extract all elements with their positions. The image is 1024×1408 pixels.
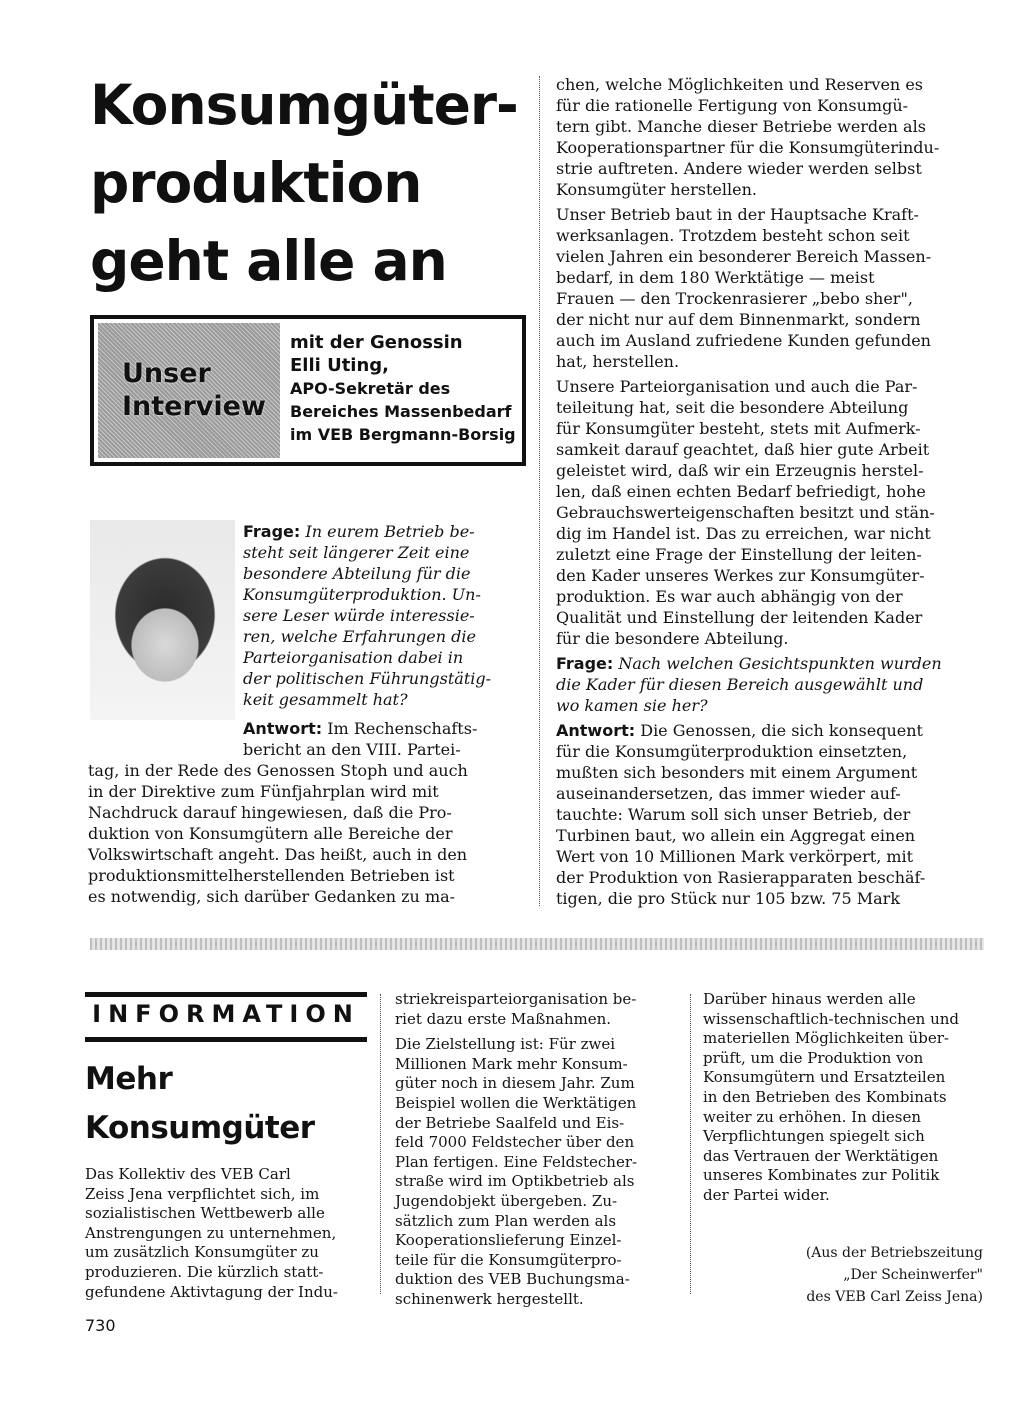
- text-line: Zeiss Jena verpflichtet sich, im: [85, 1184, 320, 1203]
- answer-text: der Produktion von Rasierapparaten beschäf-: [556, 868, 926, 887]
- answer-text: tauchte: Warum soll sich unser Betrieb, der: [556, 805, 911, 824]
- headline-line: geht alle an: [90, 229, 447, 293]
- right-column: [556, 74, 990, 909]
- text-line: teileitung hat, seit die besondere Abteilung: [556, 398, 909, 417]
- portrait-photo: [90, 520, 235, 720]
- text-line: werksanlagen. Trotzdem besteht schon seit: [556, 226, 910, 245]
- text-line: Verpflichtungen spiegelt sich: [703, 1127, 925, 1146]
- text-line: hat, herstellen.: [556, 352, 680, 371]
- text-line: duktion des VEB Buchungsma-: [395, 1270, 630, 1289]
- article-headline: [90, 66, 530, 300]
- answer-text: tag, in der Rede des Genossen Stoph und auch: [88, 761, 468, 780]
- answer-2: [556, 720, 990, 909]
- answer-text: tigen, die pro Stück nur 105 bzw. 75 Mark: [556, 889, 901, 908]
- text-line: sozialistischen Wettbewerb alle: [85, 1204, 325, 1223]
- text-line: Darüber hinaus werden alle: [703, 990, 916, 1008]
- text-line: vielen Jahren ein besonderer Bereich Massen-: [556, 247, 932, 266]
- text-line: für Konsumgüter besteht, stets mit Aufmerk-: [556, 419, 921, 438]
- answer-text: Wert von 10 Millionen Mark verkörpert, mit: [556, 847, 914, 866]
- text-line: samkeit darauf geachtet, daß hier gute Arbeit: [556, 440, 930, 459]
- text-line: weiter zu erhöhen. In diesen: [703, 1107, 922, 1126]
- text-line: teile für die Konsumgüterpro-: [395, 1250, 622, 1269]
- question-text: sere Leser würde interessie-: [243, 606, 475, 625]
- interview-label-line: Interview: [122, 391, 266, 422]
- source-note: [703, 1242, 983, 1308]
- text-line: chen, welche Möglichkeiten und Reserven es: [556, 75, 923, 94]
- question-text: In eurem Betrieb be-: [305, 522, 475, 541]
- source-line: (Aus der Betriebszeitung: [805, 1245, 983, 1261]
- text-line: Unser Betrieb baut in der Hauptsache Kraft-: [556, 205, 919, 224]
- text-line: der nicht nur auf dem Binnenmarkt, sondern: [556, 310, 921, 329]
- info-column-1: [85, 1165, 367, 1302]
- answer-1-continued: [88, 760, 523, 907]
- answer-text: Im Rechenschafts-: [327, 719, 478, 738]
- answer-text: Turbinen baut, wo allein ein Aggregat einen: [556, 826, 916, 845]
- text-line: schinenwerk hergestellt.: [395, 1289, 584, 1308]
- antwort-label: Antwort:: [556, 721, 636, 740]
- answer-text: es notwendig, sich darüber Gedanken zu ma-: [88, 887, 456, 906]
- frage-label: Frage:: [556, 654, 614, 673]
- section-divider: [90, 938, 984, 950]
- answer-text: auseinandersetzen, das immer wieder auf-: [556, 784, 901, 803]
- answer-text: Volkswirtschaft angeht. Das heißt, auch in den: [88, 845, 468, 864]
- text-line: zuletzt eine Frage der Einstellung der leiten-: [556, 545, 922, 564]
- text-line: Plan fertigen. Eine Feldstecher-: [395, 1152, 638, 1171]
- text-line: Das Kollektiv des VEB Carl: [85, 1165, 291, 1183]
- source-line: des VEB Carl Zeiss Jena): [806, 1289, 983, 1305]
- answer-text: Nachdruck darauf hingewiesen, daß die Pro-: [88, 803, 452, 822]
- text-line: produktion. Es war auch abhängig von der: [556, 587, 903, 606]
- question-1: [243, 521, 523, 710]
- text-line: Kooperationslieferung Einzel-: [395, 1231, 622, 1250]
- subject-line: APO-Sekretär des: [290, 379, 451, 398]
- source-line: „Der Scheinwerfer": [843, 1267, 983, 1283]
- question-text: wo kamen sie her?: [556, 696, 708, 715]
- question-text: keit gesammelt hat?: [243, 690, 408, 709]
- text-line: bedarf, in dem 180 Werktätige — meist: [556, 268, 875, 287]
- subject-line: Elli Uting,: [290, 355, 389, 376]
- text-line: Beispiel wollen die Werktätigen: [395, 1093, 637, 1112]
- interview-label-line: Unser: [122, 358, 211, 389]
- text-line: unseres Kombinates zur Politik: [703, 1166, 940, 1185]
- text-line: das Vertrauen der Werktätigen: [703, 1146, 939, 1165]
- text-line: um zusätzlich Konsumgüter zu: [85, 1243, 319, 1262]
- info-column-2: [395, 990, 677, 1310]
- text-line: Die Zielstellung ist: Für zwei: [395, 1035, 616, 1054]
- text-line: Unsere Parteiorganisation und auch die Par-: [556, 377, 918, 396]
- headline-line: Mehr: [85, 1061, 173, 1097]
- text-line: geleistet wird, daß wir ein Erzeugnis herstel-: [556, 461, 924, 480]
- text-line: Qualität und Einstellung der leitenden Kader: [556, 608, 923, 627]
- text-line: riet dazu erste Maßnahmen.: [395, 1009, 612, 1028]
- answer-text: für die Konsumgüterproduktion einsetzten,: [556, 742, 908, 761]
- frage-label: Frage:: [243, 522, 301, 541]
- answer-1-start: [243, 718, 523, 760]
- text-line: sätzlich zum Plan werden als: [395, 1211, 617, 1230]
- text-line: tern gibt. Manche dieser Betriebe werden als: [556, 117, 926, 136]
- text-line: güter noch in diesem Jahr. Zum: [395, 1074, 635, 1093]
- text-line: Anstrengungen zu unternehmen,: [85, 1223, 337, 1242]
- interview-label-panel: [98, 323, 280, 458]
- text-line: auch im Ausland zufriedene Kunden gefunden: [556, 331, 931, 350]
- column-rule: [380, 994, 381, 1294]
- text-line: strie auftreten. Andere wieder werden selbst: [556, 159, 922, 178]
- text-line: wissenschaftlich-technischen und: [703, 1009, 959, 1028]
- question-text: die Kader für diesen Bereich ausgewählt und: [556, 675, 924, 694]
- question-text: besondere Abteilung für die: [243, 564, 471, 583]
- interview-subject: [290, 331, 520, 446]
- headline-line: Konsumgüter-: [90, 73, 518, 137]
- answer-text: duktion von Konsumgütern alle Bereiche der: [88, 824, 453, 843]
- text-line: in den Betrieben des Kombinats: [703, 1087, 947, 1106]
- subject-line: im VEB Bergmann-Borsig: [290, 425, 516, 444]
- text-line: prüft, um die Produktion von: [703, 1048, 924, 1067]
- paragraph: [556, 376, 990, 649]
- text-line: Jugendobjekt übergeben. Zu-: [395, 1191, 618, 1210]
- paragraph: [556, 74, 990, 200]
- text-line: Konsumgütern und Ersatzteilen: [703, 1068, 946, 1087]
- answer-text: mußten sich besonders mit einem Argument: [556, 763, 918, 782]
- subject-line: mit der Genossin: [290, 332, 463, 353]
- column-rule: [539, 76, 540, 906]
- info-column-3: [703, 990, 987, 1206]
- text-line: den Kader unseres Werkes zur Konsumgüter-: [556, 566, 925, 585]
- text-line: striekreisparteiorganisation be-: [395, 990, 637, 1008]
- text-line: feld 7000 Feldstecher über den: [395, 1133, 635, 1152]
- text-line: Millionen Mark mehr Konsum-: [395, 1054, 628, 1073]
- question-text: Parteiorganisation dabei in: [243, 648, 464, 667]
- text-line: Konsumgüter herstellen.: [556, 180, 757, 199]
- interview-label: [122, 357, 266, 423]
- text-line: straße wird im Optikbetrieb als: [395, 1172, 635, 1191]
- text-line: für die rationelle Fertigung von Konsumgü-: [556, 96, 909, 115]
- text-line: Frauen — den Trockenrasierer „bebo sher",: [556, 289, 913, 308]
- text-line: materiellen Möglichkeiten über-: [703, 1029, 949, 1048]
- question-text: der politischen Führungstätig-: [243, 669, 492, 688]
- text-line: dig im Handel ist. Das zu erreichen, war nicht: [556, 524, 931, 543]
- page-number: 730: [85, 1316, 116, 1335]
- question-text: ren, welche Erfahrungen die: [243, 627, 476, 646]
- answer-text: produktionsmittelherstellenden Betrieben ist: [88, 866, 455, 885]
- interview-box: [90, 315, 526, 466]
- text-line: der Partei wider.: [703, 1185, 830, 1204]
- paragraph: [556, 204, 990, 372]
- text-line: der Betriebe Saalfeld und Eis-: [395, 1113, 625, 1132]
- text-line: produzieren. Die kürzlich statt-: [85, 1262, 324, 1281]
- subject-line: Bereiches Massenbedarf: [290, 402, 512, 421]
- answer-text: Die Genossen, die sich konsequent: [640, 721, 923, 740]
- answer-text: in der Direktive zum Fünfjahrplan wird mit: [88, 782, 439, 801]
- antwort-label: Antwort:: [243, 719, 323, 738]
- headline-line: produktion: [90, 151, 422, 215]
- column-rule: [690, 994, 691, 1294]
- question-text: Konsumgüterproduktion. Un-: [243, 585, 481, 604]
- text-line: len, daß einen echten Bedarf befriedigt, hohe: [556, 482, 926, 501]
- question-2: [556, 653, 990, 716]
- information-headline: [85, 1055, 385, 1153]
- text-line: Gebrauchswerteigenschaften besitzt und stän-: [556, 503, 935, 522]
- question-text: Nach welchen Gesichtspunkten wurden: [618, 654, 942, 673]
- text-line: für die besondere Abteilung.: [556, 629, 789, 648]
- answer-text: bericht an den VIII. Partei-: [243, 740, 461, 759]
- text-line: Kooperationspartner für die Konsumgüterindu-: [556, 138, 940, 157]
- headline-line: Konsumgüter: [85, 1110, 315, 1146]
- information-title: INFORMATION: [85, 992, 367, 1042]
- text-line: gefundene Aktivtagung der Indu-: [85, 1282, 338, 1301]
- question-text: steht seit längerer Zeit eine: [243, 543, 470, 562]
